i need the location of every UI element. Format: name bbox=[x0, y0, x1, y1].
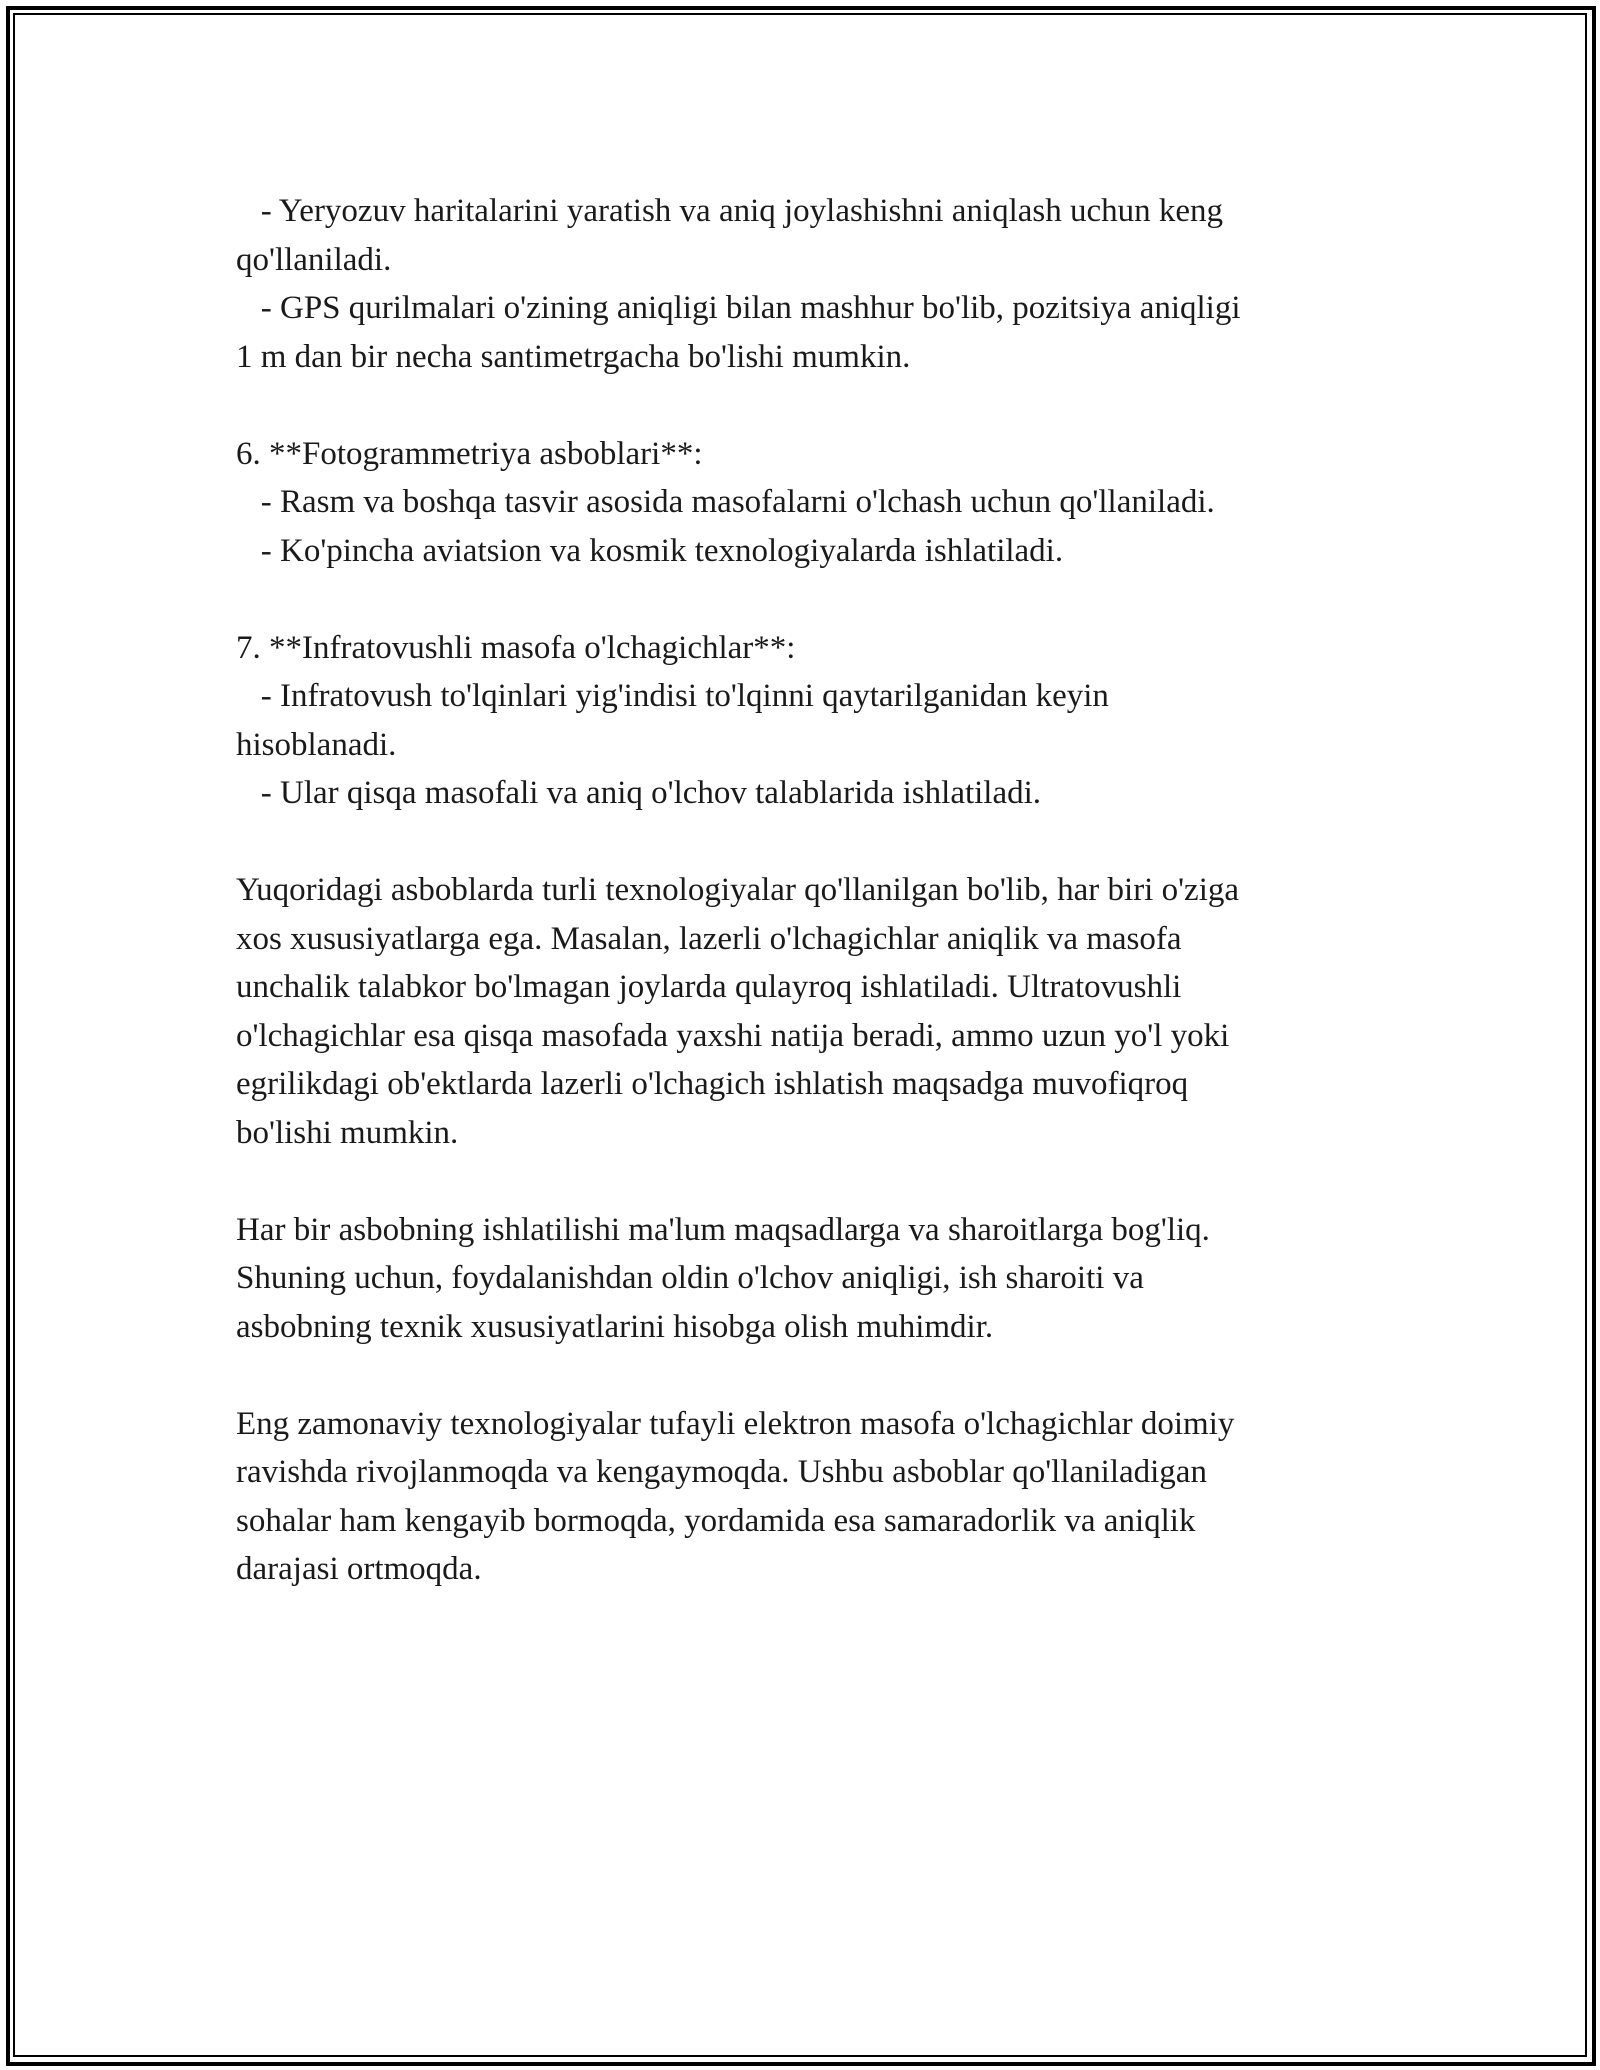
paragraph-comparison bbox=[236, 866, 1366, 1157]
text-line: 1 m dan bir necha santimetrgacha bo'lishi mumkin. bbox=[236, 338, 911, 375]
text-line: 7. **Infratovushli masofa o'lchagichlar**: bbox=[236, 629, 796, 666]
text-line: asbobning texnik xususiyatlarini hisobga olish muhimdir. bbox=[236, 1308, 994, 1345]
paragraph-modern bbox=[236, 1400, 1366, 1594]
text-line: ravishda rivojlanmoqda va kengaymoqda. Ushbu asboblar qo'llaniladigan bbox=[236, 1454, 1207, 1490]
bullet-infra-usage bbox=[236, 769, 1366, 818]
text-line: - Yeryozuv haritalarini yaratish va aniq joylashishni aniqlash uchun keng bbox=[236, 193, 1224, 229]
text-line: - Infratovush to'lqinlari yig'indisi to'lqinni qaytarilganidan keyin bbox=[236, 678, 1109, 714]
bullet-gps-accuracy bbox=[236, 284, 1366, 381]
text-line: sohalar ham kengayib bormoqda, yordamida esa samaradorlik va aniqlik bbox=[236, 1502, 1196, 1539]
text-line: xos xususiyatlarga ega. Masalan, lazerli o'lchagichlar aniqlik va masofa bbox=[236, 920, 1182, 957]
text-line: 6. **Fotogrammetriya asboblari**: bbox=[236, 435, 703, 472]
text-line: - Rasm va boshqa tasvir asosida masofalarni o'lchash uchun qo'llaniladi. bbox=[236, 484, 1215, 520]
bullet-photo-usage bbox=[236, 478, 1366, 527]
paragraph-spacer bbox=[236, 1351, 1366, 1400]
heading-photogrammetry bbox=[236, 430, 1366, 479]
text-line: Eng zamonaviy texnologiyalar tufayli elektron masofa o'lchagichlar doimiy bbox=[236, 1405, 1235, 1442]
bullet-photo-tech bbox=[236, 527, 1366, 576]
paragraph-conditions bbox=[236, 1206, 1366, 1352]
text-line: egrilikdagi ob'ektlarda lazerli o'lchagich ishlatish maqsadga muvofiqroq bbox=[236, 1066, 1189, 1102]
text-line: - Ular qisqa masofali va aniq o'lchov talablarida ishlatiladi. bbox=[236, 775, 1042, 811]
text-line: - GPS qurilmalari o'zining aniqligi bilan mashhur bo'lib, pozitsiya aniqligi bbox=[236, 290, 1241, 326]
text-line: o'lchagichlar esa qisqa masofada yaxshi natija beradi, ammo uzun yo'l yoki bbox=[236, 1017, 1230, 1054]
text-line: unchalik talabkor bo'lmagan joylarda qulayroq ishlatiladi. Ultratovushli bbox=[236, 969, 1182, 1005]
bullet-infra-waves bbox=[236, 672, 1366, 769]
text-line: hisoblanadi. bbox=[236, 726, 397, 763]
paragraph-spacer bbox=[236, 575, 1366, 624]
text-line: qo'llaniladi. bbox=[236, 241, 392, 278]
text-line: Yuqoridagi asboblarda turli texnologiyalar qo'llanilgan bo'lib, har biri o'ziga bbox=[236, 872, 1240, 908]
text-line: Shuning uchun, foydalanishdan oldin o'lchov aniqligi, ish sharoiti va bbox=[236, 1260, 1144, 1296]
bullet-gps-mapping bbox=[236, 187, 1366, 284]
paragraph-spacer bbox=[236, 1157, 1366, 1206]
paragraph-spacer bbox=[236, 381, 1366, 430]
text-line: bo'lishi mumkin. bbox=[236, 1114, 459, 1151]
heading-infrasound bbox=[236, 624, 1366, 673]
text-line: Har bir asbobning ishlatilishi ma'lum maqsadlarga va sharoitlarga bog'liq. bbox=[236, 1211, 1210, 1248]
text-line: darajasi ortmoqda. bbox=[236, 1551, 482, 1587]
document-body bbox=[236, 187, 1366, 1594]
text-line: - Ko'pincha aviatsion va kosmik texnologiyalarda ishlatiladi. bbox=[236, 532, 1064, 569]
paragraph-spacer bbox=[236, 818, 1366, 867]
